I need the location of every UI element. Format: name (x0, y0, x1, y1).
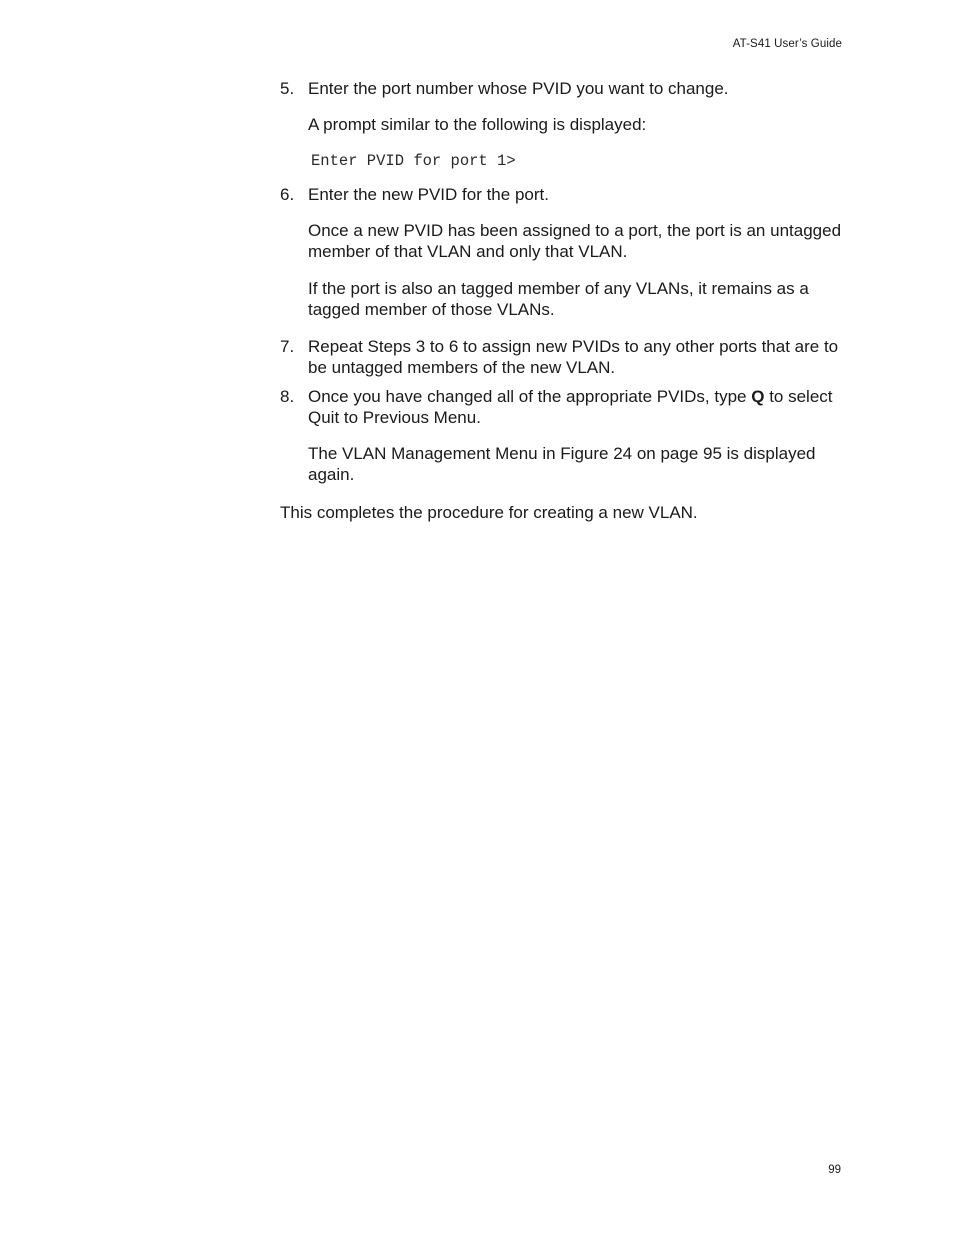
step-text: Repeat Steps 3 to 6 to assign new PVIDs to any other ports that are to be untagged members of the new VLAN. (308, 336, 839, 377)
step-note: The VLAN Management Menu in Figure 24 on page 95 is displayed again. (308, 443, 816, 484)
step-number: 8. (280, 386, 295, 406)
running-header: AT-S41 User’s Guide (732, 38, 842, 50)
step-7 (280, 336, 842, 379)
step-text-after: to select Quit to Previous Menu. (308, 386, 833, 427)
step-text: Enter the new PVID for the port. (308, 185, 549, 204)
step-number: 6. (280, 185, 295, 204)
closing-text: This completes the procedure for creating a new VLAN. (280, 502, 698, 522)
key-q: Q (751, 386, 765, 406)
step-5 (280, 78, 842, 100)
step-note: If the port is also an tagged member of any VLANs, it remains as a tagged member of those VLANs. (308, 278, 809, 319)
page-number: 99 (828, 1164, 841, 1176)
step-8 (280, 386, 842, 429)
page-body (280, 78, 842, 523)
step-6 (280, 184, 842, 206)
step-note: A prompt similar to the following is displayed: (308, 114, 647, 134)
step-number: 5. (280, 79, 295, 98)
step-text-before: Once you have changed all of the appropriate PVIDs, type (308, 386, 752, 406)
prompt-code: Enter PVID for port 1> (311, 152, 516, 170)
step-text: Enter the port number whose PVID you want to change. (308, 79, 729, 98)
step-text (308, 386, 842, 429)
step-note: Once a new PVID has been assigned to a port, the port is an untagged member of that VLAN and only that VLAN. (308, 220, 842, 261)
step-number: 7. (280, 336, 295, 356)
